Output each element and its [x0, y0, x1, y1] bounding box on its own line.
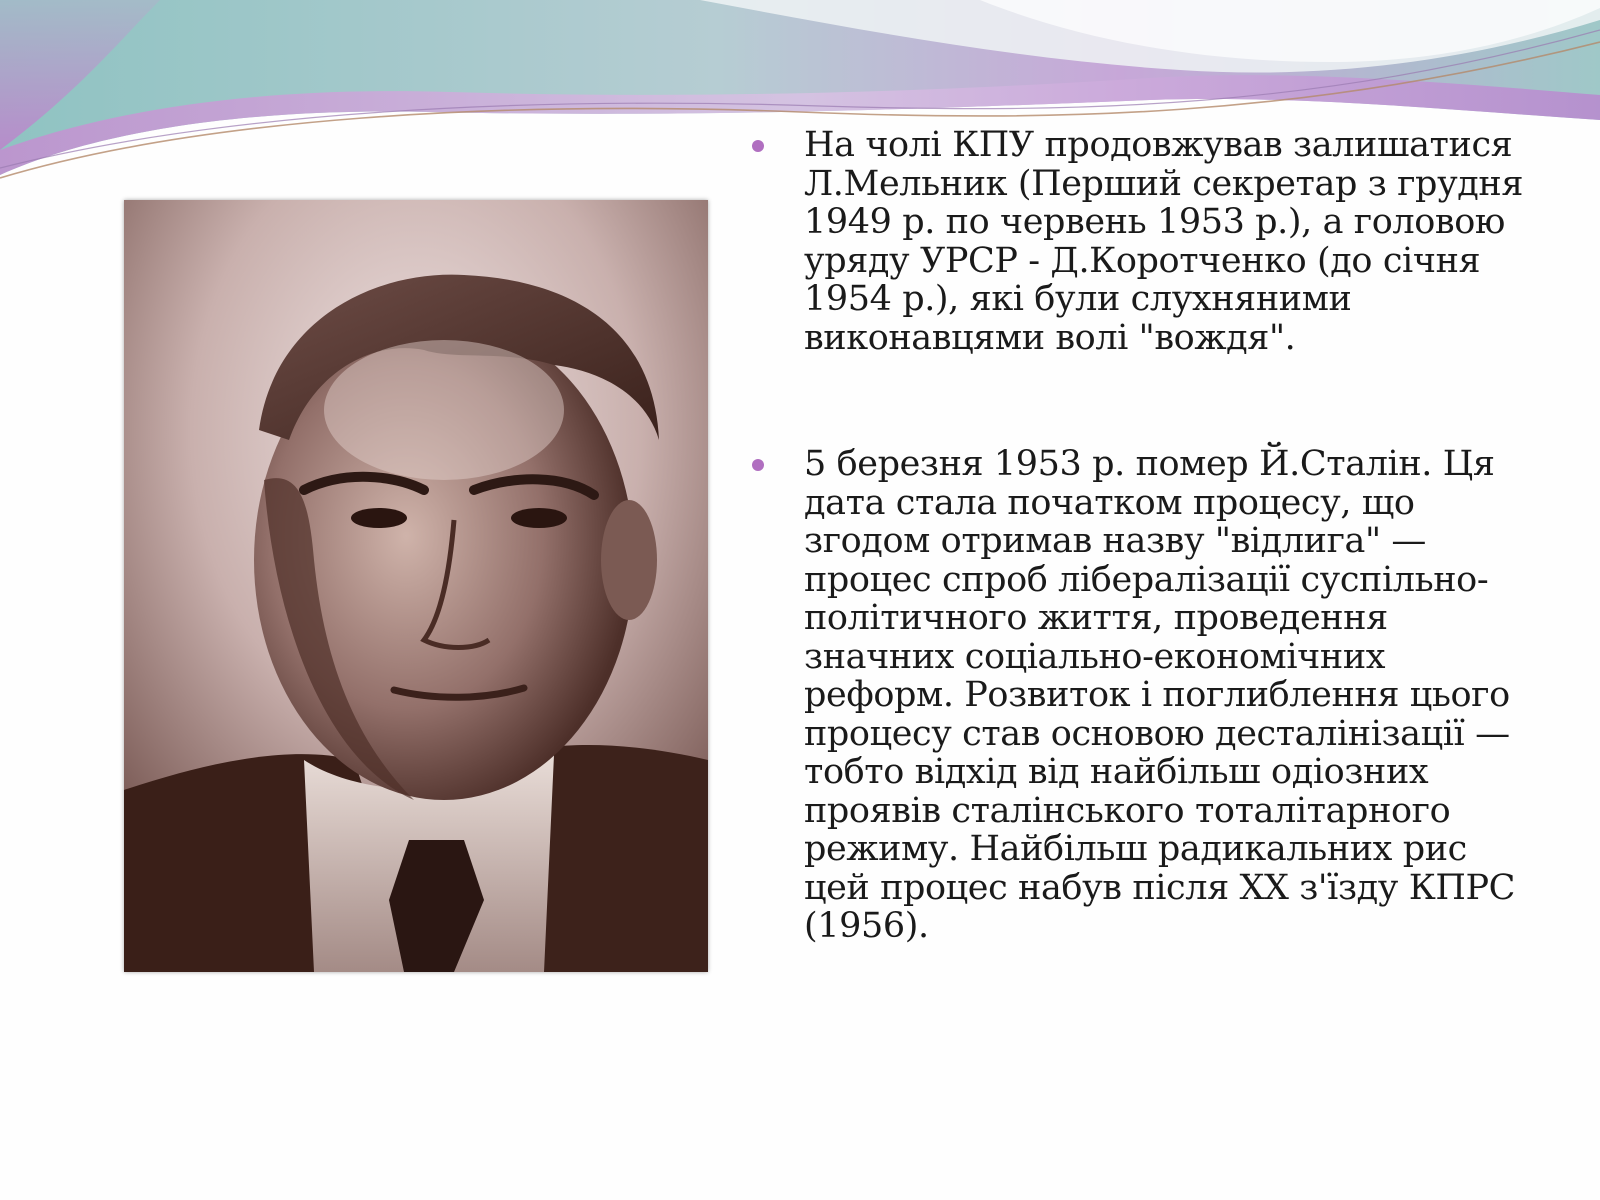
bullet-list	[752, 126, 1532, 946]
bullet-text-1: На чолі КПУ продовжував залишатися Л.Мельник (Перший секретар з грудня 1949 р. по червень 1953 р.), а головою уряду УРСР - Д.Коротченко (до січня 1954 р.), які були слухняними виконавцями волі "вождя".	[804, 125, 1524, 358]
portrait-photo	[124, 200, 708, 972]
bullet-item-2	[752, 445, 1532, 946]
round-bullet-icon	[752, 459, 764, 471]
round-bullet-icon	[752, 140, 764, 152]
bullet-item-1	[752, 126, 1532, 357]
bullet-text-2: 5 березня 1953 р. помер Й.Сталін. Ця дата стала початком процесу, що згодом отримав назву "відлига" — процес спроб лібералізації суспільно-політичного життя, проведення значних соціально-економічних реформ. Розвиток і поглиблення цього процесу став основою десталінізації — тобто відхід від найбільш одіозних проявів сталінського тоталітарного режиму. Найбільш радикальних рис цей процес набув після XX з'їзду КПРС (1956).	[804, 444, 1516, 946]
